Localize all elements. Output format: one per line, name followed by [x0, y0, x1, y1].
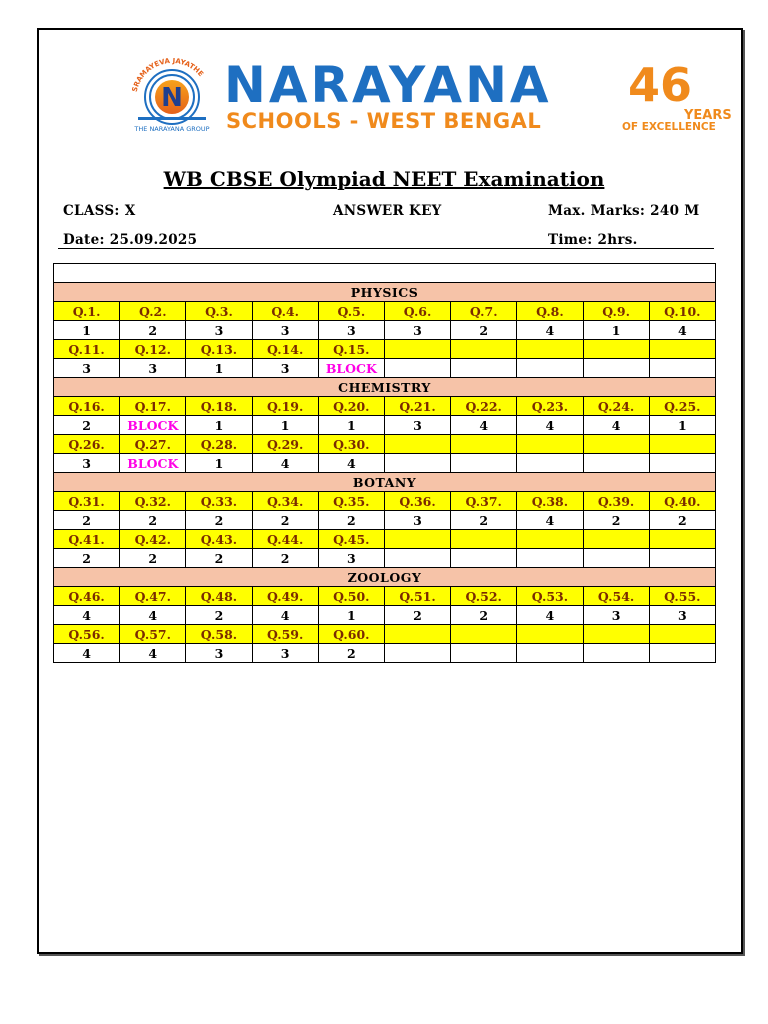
answer-cell: 2 [583, 511, 649, 530]
answer-cell: 2 [120, 511, 186, 530]
question-number-cell: Q.51. [384, 587, 450, 606]
question-number-cell: Q.57. [120, 625, 186, 644]
question-number-cell: Q.26. [54, 435, 120, 454]
answer-cell: 1 [649, 416, 715, 435]
answer-cell: 2 [451, 321, 517, 340]
answer-cell [649, 644, 715, 663]
answer-cell [384, 359, 450, 378]
question-number-cell [517, 435, 583, 454]
question-number-cell: Q.38. [517, 492, 583, 511]
question-number-cell: Q.1. [54, 302, 120, 321]
answer-cell: 3 [384, 416, 450, 435]
answer-cell [583, 644, 649, 663]
anniversary-badge [622, 58, 732, 134]
answer-cell: 4 [517, 416, 583, 435]
max-marks: Max. Marks: 240 M [548, 203, 700, 219]
question-number-cell: Q.58. [186, 625, 252, 644]
question-number-cell: Q.13. [186, 340, 252, 359]
question-number-cell [583, 625, 649, 644]
answer-cell: 1 [54, 321, 120, 340]
question-number-cell: Q.4. [252, 302, 318, 321]
question-number-cell: Q.21. [384, 397, 450, 416]
question-number-cell: Q.9. [583, 302, 649, 321]
question-number-cell [649, 530, 715, 549]
exam-time: Time: 2hrs. [548, 232, 638, 248]
section-header: ZOOLOGY [54, 568, 716, 587]
question-number-cell: Q.25. [649, 397, 715, 416]
question-number-cell: Q.27. [120, 435, 186, 454]
question-number-cell: Q.56. [54, 625, 120, 644]
answer-cell: 3 [649, 606, 715, 625]
question-number-cell: Q.23. [517, 397, 583, 416]
narayana-emblem-icon [126, 55, 218, 135]
answer-row [54, 359, 716, 378]
question-row [54, 435, 716, 454]
answer-cell: 3 [252, 359, 318, 378]
answer-cell [649, 359, 715, 378]
narayana-logo [124, 55, 568, 137]
question-number-cell [451, 625, 517, 644]
answer-key-label: ANSWER KEY [333, 203, 442, 219]
question-row [54, 625, 716, 644]
answer-cell: BLOCK [318, 359, 384, 378]
anniversary-excellence: OF EXCELLENCE [622, 121, 716, 133]
answer-cell: 4 [54, 644, 120, 663]
question-number-cell: Q.36. [384, 492, 450, 511]
answer-cell: 3 [252, 321, 318, 340]
answer-cell: 2 [384, 606, 450, 625]
question-number-cell: Q.60. [318, 625, 384, 644]
answer-cell: 3 [120, 359, 186, 378]
answer-cell [517, 549, 583, 568]
question-number-cell: Q.31. [54, 492, 120, 511]
question-number-cell [517, 340, 583, 359]
question-number-cell: Q.45. [318, 530, 384, 549]
answer-row [54, 606, 716, 625]
table-blank-header [54, 264, 716, 283]
question-number-cell: Q.33. [186, 492, 252, 511]
answer-key-table [53, 263, 716, 663]
brand-subtitle: SCHOOLS - WEST BENGAL [226, 109, 542, 133]
question-number-cell: Q.20. [318, 397, 384, 416]
question-number-cell [649, 435, 715, 454]
section-header: BOTANY [54, 473, 716, 492]
question-number-cell: Q.34. [252, 492, 318, 511]
question-number-cell [451, 340, 517, 359]
answer-cell [451, 359, 517, 378]
answer-cell: 1 [318, 416, 384, 435]
answer-cell [451, 454, 517, 473]
question-number-cell [517, 625, 583, 644]
answer-cell: 2 [186, 549, 252, 568]
question-number-cell [384, 340, 450, 359]
answer-cell [583, 549, 649, 568]
answer-cell: BLOCK [120, 416, 186, 435]
answer-cell: 2 [120, 321, 186, 340]
question-number-cell [384, 530, 450, 549]
question-number-cell: Q.49. [252, 587, 318, 606]
answer-cell: 1 [583, 321, 649, 340]
question-number-cell: Q.55. [649, 587, 715, 606]
answer-cell: 3 [186, 321, 252, 340]
question-number-cell: Q.37. [451, 492, 517, 511]
question-number-cell [451, 435, 517, 454]
answer-cell [384, 549, 450, 568]
answer-cell: 1 [318, 606, 384, 625]
question-number-cell: Q.17. [120, 397, 186, 416]
answer-cell: 2 [649, 511, 715, 530]
question-row [54, 492, 716, 511]
answer-cell [384, 454, 450, 473]
answer-cell [583, 454, 649, 473]
answer-cell: 3 [583, 606, 649, 625]
answer-cell: 3 [318, 321, 384, 340]
question-row [54, 302, 716, 321]
answer-cell: 3 [318, 549, 384, 568]
question-row [54, 397, 716, 416]
answer-cell: BLOCK [120, 454, 186, 473]
question-row [54, 587, 716, 606]
question-number-cell [583, 530, 649, 549]
question-number-cell: Q.29. [252, 435, 318, 454]
answer-cell: 2 [120, 549, 186, 568]
question-number-cell: Q.30. [318, 435, 384, 454]
question-number-cell: Q.44. [252, 530, 318, 549]
question-number-cell: Q.6. [384, 302, 450, 321]
answer-cell: 2 [318, 644, 384, 663]
question-number-cell [583, 340, 649, 359]
answer-cell: 2 [186, 606, 252, 625]
answer-cell: 3 [252, 644, 318, 663]
question-number-cell: Q.16. [54, 397, 120, 416]
header-divider [58, 248, 714, 249]
question-number-cell: Q.12. [120, 340, 186, 359]
question-number-cell: Q.28. [186, 435, 252, 454]
section-header: PHYSICS [54, 283, 716, 302]
answer-cell: 3 [186, 644, 252, 663]
question-row [54, 340, 716, 359]
question-number-cell: Q.41. [54, 530, 120, 549]
question-number-cell: Q.2. [120, 302, 186, 321]
answer-cell: 4 [318, 454, 384, 473]
question-number-cell: Q.53. [517, 587, 583, 606]
question-number-cell: Q.15. [318, 340, 384, 359]
exam-title-row [0, 167, 768, 191]
answer-cell [517, 644, 583, 663]
answer-cell: 2 [252, 549, 318, 568]
class-label: CLASS: X [63, 203, 136, 219]
answer-cell: 4 [252, 606, 318, 625]
answer-cell: 2 [451, 606, 517, 625]
answer-cell: 4 [517, 606, 583, 625]
question-number-cell: Q.5. [318, 302, 384, 321]
question-number-cell: Q.46. [54, 587, 120, 606]
answer-cell: 4 [54, 606, 120, 625]
question-number-cell [384, 435, 450, 454]
answer-cell: 4 [583, 416, 649, 435]
answer-cell: 2 [252, 511, 318, 530]
question-number-cell: Q.40. [649, 492, 715, 511]
answer-cell [649, 454, 715, 473]
answer-cell: 4 [517, 321, 583, 340]
exam-title: WB CBSE Olympiad NEET Examination [163, 167, 605, 191]
question-number-cell: Q.32. [120, 492, 186, 511]
answer-cell: 3 [384, 511, 450, 530]
answer-cell: 1 [186, 359, 252, 378]
question-number-cell: Q.11. [54, 340, 120, 359]
answer-cell [649, 549, 715, 568]
question-number-cell [649, 340, 715, 359]
question-number-cell: Q.22. [451, 397, 517, 416]
question-number-cell: Q.43. [186, 530, 252, 549]
question-number-cell: Q.48. [186, 587, 252, 606]
answer-row [54, 416, 716, 435]
question-number-cell [649, 625, 715, 644]
anniversary-years: YEARS [684, 108, 732, 123]
brand-name: NARAYANA [224, 56, 552, 114]
answer-row [54, 321, 716, 340]
question-number-cell [451, 530, 517, 549]
question-row [54, 530, 716, 549]
answer-cell: 4 [451, 416, 517, 435]
answer-cell: 2 [54, 511, 120, 530]
answer-cell [517, 359, 583, 378]
answer-cell: 3 [54, 454, 120, 473]
question-number-cell: Q.3. [186, 302, 252, 321]
answer-cell [451, 549, 517, 568]
answer-row [54, 511, 716, 530]
answer-cell: 4 [120, 606, 186, 625]
answer-cell: 4 [517, 511, 583, 530]
answer-cell [583, 359, 649, 378]
question-number-cell: Q.42. [120, 530, 186, 549]
answer-cell: 2 [186, 511, 252, 530]
question-number-cell: Q.10. [649, 302, 715, 321]
question-number-cell: Q.52. [451, 587, 517, 606]
question-number-cell: Q.54. [583, 587, 649, 606]
answer-row [54, 644, 716, 663]
anniversary-number: 46 [628, 58, 693, 112]
question-number-cell: Q.19. [252, 397, 318, 416]
answer-cell: 2 [54, 549, 120, 568]
question-number-cell: Q.50. [318, 587, 384, 606]
section-header: CHEMISTRY [54, 378, 716, 397]
answer-cell [517, 454, 583, 473]
question-number-cell: Q.7. [451, 302, 517, 321]
answer-cell: 1 [186, 454, 252, 473]
answer-cell [384, 644, 450, 663]
svg-text:SRAMAYEVA JAYATHE: SRAMAYEVA JAYATHE [130, 56, 205, 93]
answer-cell: 3 [384, 321, 450, 340]
answer-cell: 2 [54, 416, 120, 435]
answer-row [54, 454, 716, 473]
answer-cell: 3 [54, 359, 120, 378]
question-number-cell: Q.14. [252, 340, 318, 359]
question-number-cell: Q.35. [318, 492, 384, 511]
question-number-cell: Q.39. [583, 492, 649, 511]
answer-cell: 1 [186, 416, 252, 435]
question-number-cell: Q.47. [120, 587, 186, 606]
question-number-cell [583, 435, 649, 454]
question-number-cell: Q.24. [583, 397, 649, 416]
exam-date: Date: 25.09.2025 [63, 232, 198, 248]
answer-cell: 4 [252, 454, 318, 473]
svg-text:N: N [161, 83, 183, 113]
answer-cell: 4 [120, 644, 186, 663]
question-number-cell: Q.18. [186, 397, 252, 416]
question-number-cell: Q.8. [517, 302, 583, 321]
question-number-cell [384, 625, 450, 644]
answer-cell: 4 [649, 321, 715, 340]
svg-text:THE NARAYANA GROUP: THE NARAYANA GROUP [134, 125, 210, 133]
answer-cell: 2 [318, 511, 384, 530]
answer-cell: 1 [252, 416, 318, 435]
question-number-cell [517, 530, 583, 549]
question-number-cell: Q.59. [252, 625, 318, 644]
answer-cell [451, 644, 517, 663]
answer-cell: 2 [451, 511, 517, 530]
answer-row [54, 549, 716, 568]
